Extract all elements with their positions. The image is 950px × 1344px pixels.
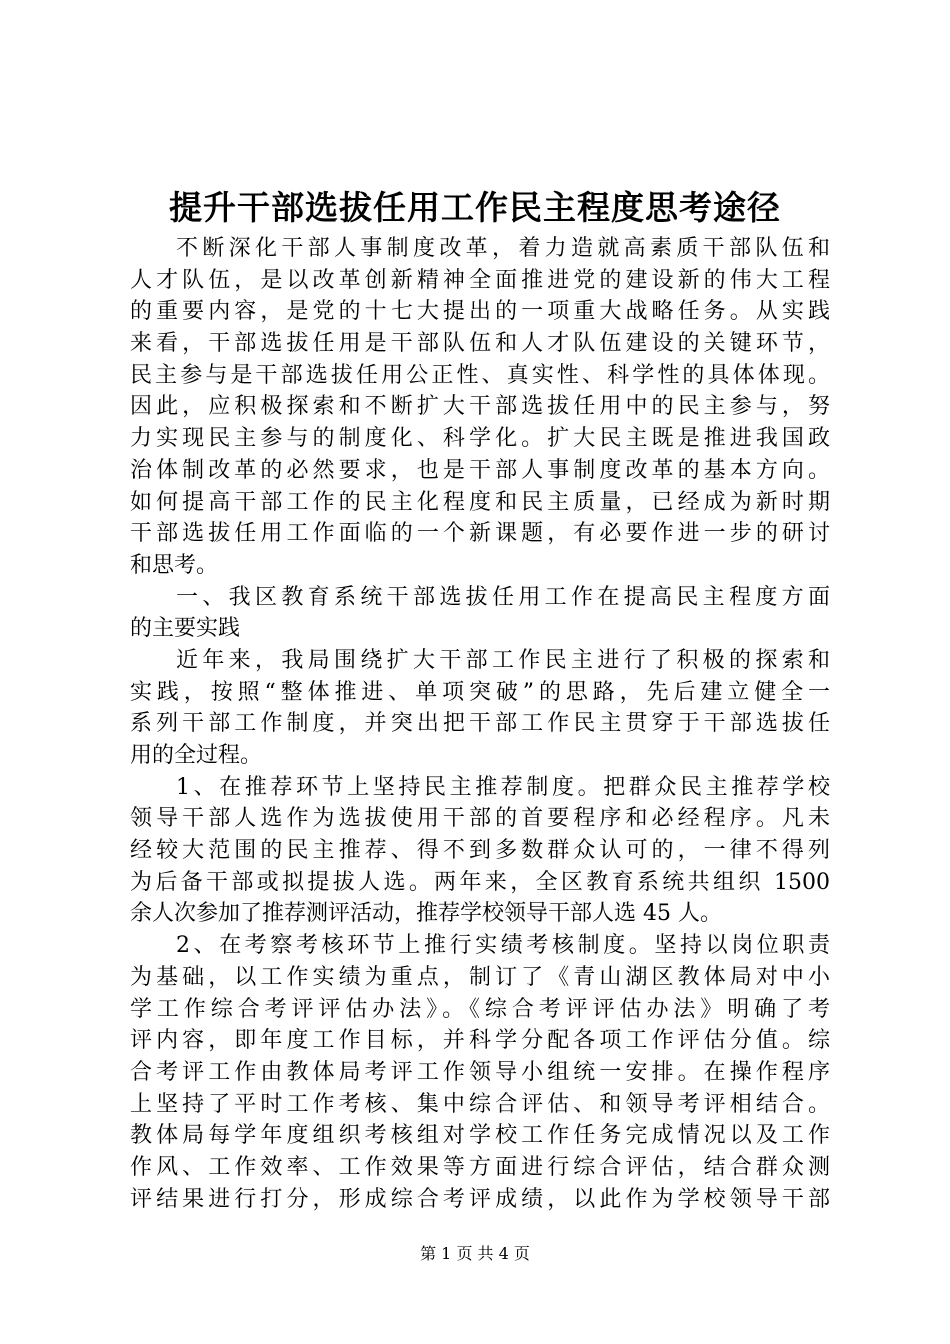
body-line: 如何提高干部工作的民主化程度和民主质量，已经成为新时期 [130,489,830,515]
body-line: 系列干部工作制度，并突出把干部工作民主贯穿于干部选拔任 [130,711,830,737]
body-line: 为基础，以工作实绩为重点，制订了《青山湖区教体局对中小 [130,964,830,990]
body-line: 近年来，我局围绕扩大干部工作民主进行了积极的探索和 [176,647,830,673]
body-line: 领导干部人选作为选拔使用干部的首要程序和必经程序。凡未 [130,806,830,832]
body-line: 和思考。 [130,552,219,578]
body-line: 力实现民主参与的制度化、科学化。扩大民主既是推进我国政 [130,426,830,452]
document-title: 提升干部选拔任用工作民主程度思考途径 [169,188,781,227]
document-body [130,233,830,1215]
body-line: 干部选拔任用工作面临的一个新课题，有必要作进一步的研讨 [130,521,830,547]
body-line: 评内容，即年度工作目标，并科学分配各项工作评估分值。综 [130,1028,830,1054]
body-line: 合考评工作由教体局考评工作领导小组统一安排。在操作程序 [130,1059,830,1085]
body-line: 用的全过程。 [130,743,263,768]
body-line: 评结果进行打分，形成综合考评成绩，以此作为学校领导干部 [130,1186,830,1212]
body-line: 一、我区教育系统干部选拔任用工作在提高民主程度方面 [176,584,830,610]
body-line: 教体局每学年度组织考核组对学校工作任务完成情况以及工作 [130,1123,830,1149]
body-line: 民主参与是干部选拔任用公正性、真实性、科学性的具体体现。 [130,362,830,388]
body-line: 经较大范围的民主推荐、得不到多数群众认可的，一律不得列 [130,838,830,864]
body-line: 学工作综合考评评估办法》。《综合考评评估办法》明确了考 [130,996,830,1022]
body-line: 余人次参加了推荐测评活动，推荐学校领导干部人选 45 人。 [130,901,722,927]
body-line: 来看，干部选拔任用是干部队伍和人才队伍建设的关键环节， [130,331,830,357]
body-line: 因此，应积极探索和不断扩大干部选拔任用中的民主参与，努 [130,394,830,420]
body-line: 的主要实践 [130,616,241,642]
body-line: 实践，按照“整体推进、单项突破”的思路，先后建立健全一 [130,679,830,705]
body-line: 为后备干部或拟提拔人选。两年来，全区教育系统共组织 1500 [130,869,830,895]
body-line: 的重要内容，是党的十七大提出的一项重大战略任务。从实践 [130,299,830,325]
body-line: 不断深化干部人事制度改革，着力造就高素质干部队伍和 [176,236,830,261]
body-line: 1、在推荐环节上坚持民主推荐制度。把群众民主推荐学校 [176,774,830,800]
body-line: 2、在考察考核环节上推行实绩考核制度。坚持以岗位职责 [176,933,830,959]
page-footer: 第 1 页 共 4 页 [420,1244,530,1263]
body-line: 人才队伍，是以改革创新精神全面推进党的建设新的伟大工程 [130,267,830,293]
body-line: 作风、工作效率、工作效果等方面进行综合评估，结合群众测 [130,1154,830,1180]
body-line: 治体制改革的必然要求，也是干部人事制度改革的基本方向。 [130,457,830,483]
body-line: 上坚持了平时工作考核、集中综合评估、和领导考评相结合。 [130,1091,830,1117]
